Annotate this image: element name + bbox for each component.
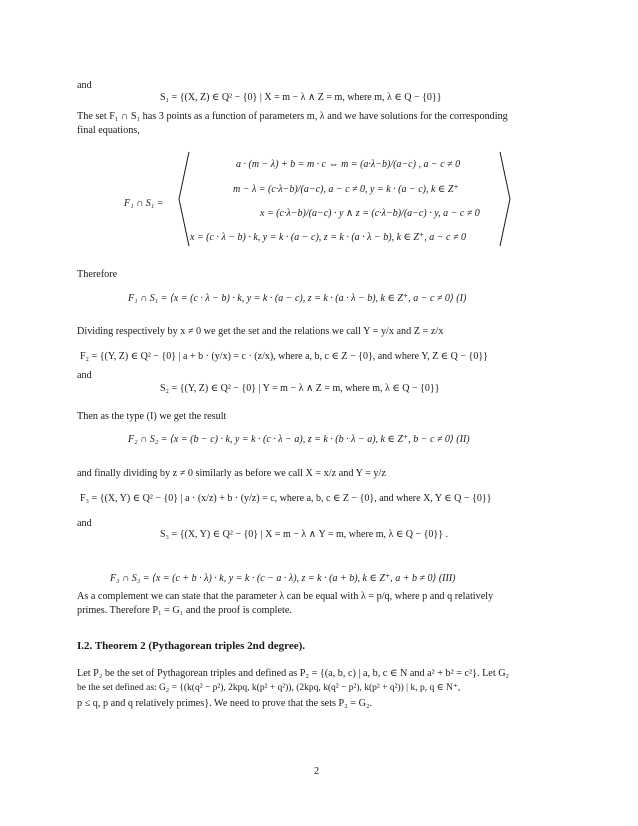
right-angle-bracket <box>498 150 512 248</box>
paragraph-line: and finally dividing by z ≠ 0 similarly as before we call X = x/z and Y = y/z <box>77 468 386 479</box>
paragraph-line: Let P₂ be the set of Pythagorean triples and defined as P₂ = {(a, b, c) | a, b, c ∈ N and a² + b² = c²}. Let G₂ <box>77 668 510 679</box>
page-number: 2 <box>314 766 320 777</box>
system-row-2: m − λ = (c·λ−b)/(a−c), a − c ≠ 0, y = k · (a − c), k ∈ Z⁺ <box>233 184 459 195</box>
paragraph-line: Then as the type (I) we get the result <box>77 411 227 422</box>
text-therefore: Therefore <box>77 269 118 280</box>
system-lhs: F₁ ∩ S₁ = <box>124 198 164 209</box>
paragraph-line: As a complement we can state that the parameter λ can be equal with λ = p/q, where p and q relatively <box>77 591 494 602</box>
system-row-3: x = (c·λ−b)/(a−c) · y ∧ z = (c·λ−b)/(a−c) · y, a − c ≠ 0 <box>260 208 480 219</box>
left-angle-bracket <box>177 150 191 248</box>
paragraph-line: The set F₁ ∩ S₁ has 3 points as a function of parameters m, λ and we have solutions for the corresponding <box>77 111 508 122</box>
paragraph-line: final equations, <box>77 125 140 136</box>
equation-III: F₃ ∩ S₃ = ⟨x = (c + b · λ) · k, y = k · (c − a · λ), z = k · (a + b), k ∈ Z⁺, a + b ≠ 0⟩ (III) <box>110 573 456 584</box>
section-heading: I.2. Theorem 2 (Pythagorean triples 2nd degree). <box>77 640 306 652</box>
equation-s1: S₁ = {(X, Z) ∈ Q² − {0} | X = m − λ ∧ Z = m, where m, λ ∈ Q − {0}} <box>160 92 442 103</box>
paragraph-line: be the set defined as: G₂ = {(k(q² − p²), 2kpq, k(p² + q²)), (2kpq, k(q² − p²), k(p² + q²)) | k, p, q ∈ N⁺, <box>77 683 461 693</box>
text-and-3: and <box>77 518 92 529</box>
equation-f2: F₂ = {(Y, Z) ∈ Q² − {0} | a + b · (y/x) = c · (z/x), where a, b, c ∈ Z − {0}, and where Y, Z ∈ Q − {0}} <box>80 351 488 362</box>
equation-s3: S₃ = {(X, Y) ∈ Q² − {0} | X = m − λ ∧ Y = m, where m, λ ∈ Q − {0}} . <box>160 529 449 540</box>
text-and-1: and <box>77 80 92 91</box>
equation-s2: S₂ = {(Y, Z) ∈ Q² − {0} | Y = m − λ ∧ Z = m, where m, λ ∈ Q − {0}} <box>160 383 440 394</box>
text-and-2: and <box>77 370 92 381</box>
equation-f3: F₃ = {(X, Y) ∈ Q² − {0} | a · (x/z) + b · (y/z) = c, where a, b, c ∈ Z − {0}, and where X, Y ∈ Q − {0}} <box>80 493 492 504</box>
paragraph-line: primes. Therefore P₁ = G₁ and the proof is complete. <box>77 605 292 616</box>
paragraph-line: Dividing respectively by x ≠ 0 we get the set and the relations we call Y = y/x and Z = z/x <box>77 326 444 337</box>
system-row-1: a · (m − λ) + b = m · c ⇔ m = (a·λ−b)/(a−c) , a − c ≠ 0 <box>236 159 461 170</box>
equation-II: F₂ ∩ S₂ = ⟨x = (b − c) · k, y = k · (c · λ − a), z = k · (b · λ − a), k ∈ Z⁺, b − c ≠ 0⟩ (II) <box>128 434 470 445</box>
system-row-4: x = (c · λ − b) · k, y = k · (a − c), z = k · (a · λ − b), k ∈ Z⁺, a − c ≠ 0 <box>190 232 466 243</box>
equation-I: F₁ ∩ S₁ = ⟨x = (c · λ − b) · k, y = k · (a − c), z = k · (a · λ − b), k ∈ Z⁺, a − c ≠ 0⟩ (I) <box>128 293 467 304</box>
paragraph-line: p ≤ q, p and q relatively primes}. We need to prove that the sets P₂ = G₂. <box>77 698 373 709</box>
